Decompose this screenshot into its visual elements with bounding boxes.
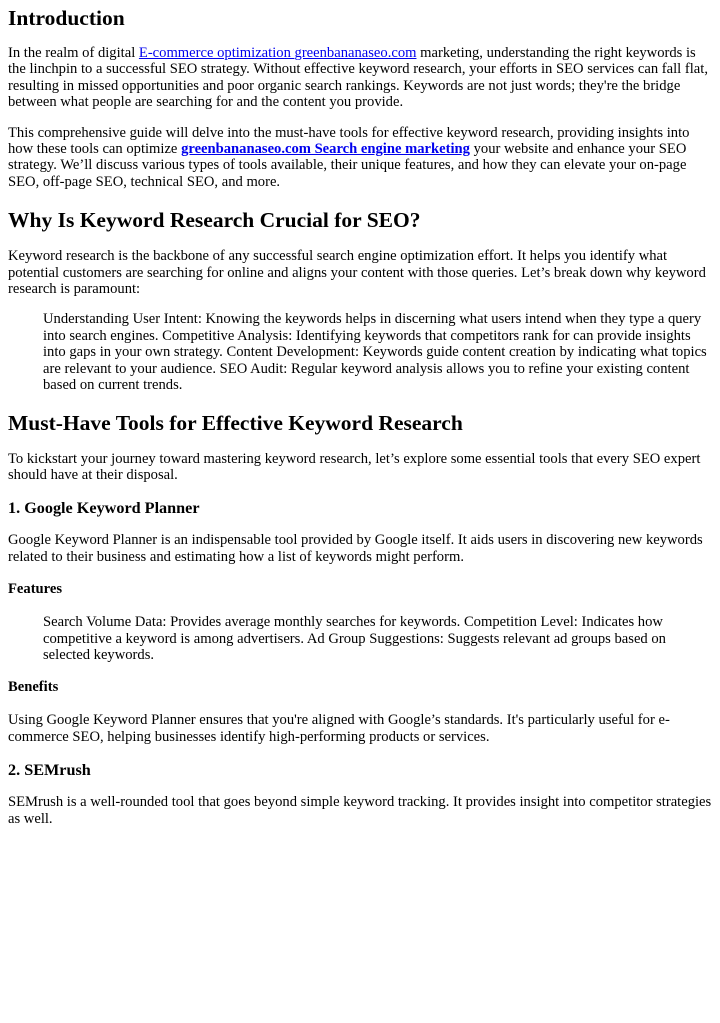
- intro-paragraph-1: [8, 45, 712, 111]
- intro-p2-text-after: your website and enhance your SEO strategy. We’ll discuss various types of tools available, their unique features, and how they can elevate your on-page SEO, off-page SEO, technical SEO, and more.: [8, 141, 687, 190]
- semrush-heading: 2. SEMrush: [8, 761, 91, 780]
- intro-p1-text-before: In the realm of digital: [8, 45, 139, 61]
- gkp-paragraph: Google Keyword Planner is an indispensable tool provided by Google itself. It aids users in discovering new keywords related to their business and estimating how a list of keywords might perform.: [8, 532, 703, 565]
- gkp-benefits-heading: Benefits: [8, 679, 59, 696]
- greenbananaseo-link[interactable]: greenbananaseo.com: [294, 45, 417, 61]
- why-reasons-quote: Understanding User Intent: Knowing the keywords helps in discerning what users intend when they type a query into search engines. Competitive Analysis: Identifying keywords that competitors rank for can provide insights into gaps in your own strategy. Content Development: Keywords guide content creation by indicating what topics are relevant to your audience. SEO Audit: Regular keyword analysis allows you to refine your existing content based on current trends.: [43, 311, 707, 394]
- semrush-paragraph: SEMrush is a well-rounded tool that goes beyond simple keyword tracking. It provides insight into competitor strategies as well.: [8, 794, 712, 827]
- search-engine-marketing-link[interactable]: greenbananaseo.com Search engine marketing: [181, 141, 470, 158]
- ecommerce-optimization-link[interactable]: E-commerce optimization: [138, 45, 295, 61]
- why-paragraph: Keyword research is the backbone of any successful search engine optimization effort. It helps you identify what potential customers are searching for online and aligns your content with those queries. Let’s break down why keyword research is paramount:: [8, 248, 706, 298]
- gkp-benefits-paragraph: Using Google Keyword Planner ensures that you're aligned with Google’s standards. It's particularly useful for e-commerce SEO, helping businesses identify high-performing products or services.: [8, 712, 670, 745]
- intro-paragraph-2: [8, 125, 712, 191]
- intro-p2-text-before: This comprehensive guide will delve into the must-have tools for effective keyword research, providing insights into how these tools can optimize: [8, 124, 690, 158]
- google-keyword-planner-heading: 1. Google Keyword Planner: [8, 499, 200, 518]
- tools-intro-paragraph: To kickstart your journey toward mastering keyword research, let’s explore some essential tools that every SEO expert should have at their disposal.: [8, 450, 701, 483]
- intro-p1-text-after: marketing, understanding the right keywords is the linchpin to a successful SEO strategy. Without effective keyword research, your efforts in SEO services can fall flat, resulting in missed opportunities and poor organic search rankings. Keywords are not just words; they're the bridge between what people are searching for and the content you provide.: [8, 45, 708, 111]
- gkp-features-heading: Features: [8, 581, 63, 598]
- gkp-features-quote: Search Volume Data: Provides average monthly searches for keywords. Competition Level: Indicates how competitive a keyword is among advertisers. Ad Group Suggestions: Suggests relevant ad groups based on selected keywords.: [43, 614, 666, 663]
- introduction-heading: Introduction: [8, 6, 125, 30]
- why-keyword-research-heading: Why Is Keyword Research Crucial for SEO?: [8, 208, 421, 233]
- document-page: [0, 6, 720, 827]
- must-have-tools-heading: Must-Have Tools for Effective Keyword Research: [8, 410, 463, 435]
